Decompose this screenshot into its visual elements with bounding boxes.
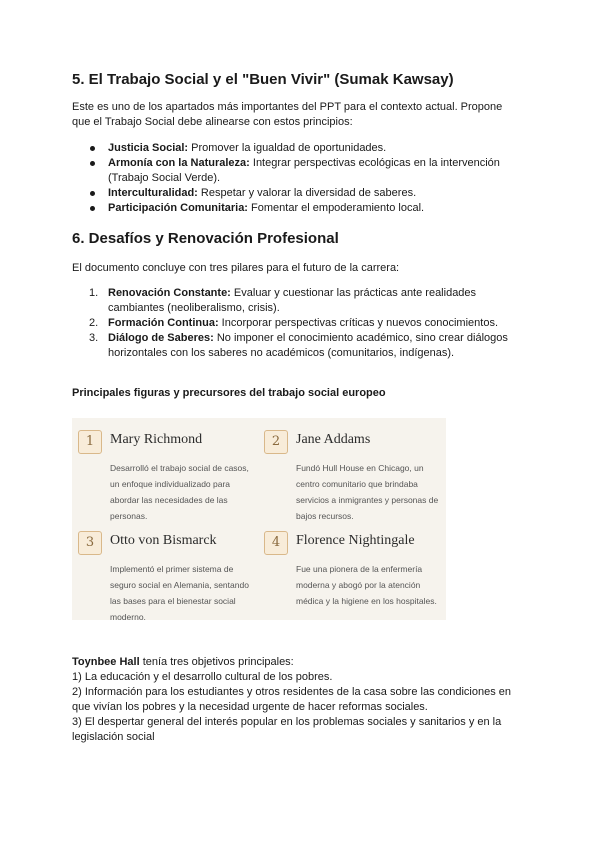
number-badge: 2 — [264, 430, 288, 454]
figure-description: Implementó el primer sistema de seguro social en Alemania, sentando las bases para el bienestar social moderno. — [110, 564, 249, 622]
list-item: 1. Renovación Constante: Evaluar y cuestionar las prácticas ante realidades cambiantes (neoliberalismo, crisis). — [89, 287, 477, 314]
list-item: 3. Diálogo de Saberes: No imponer el conocimiento académico, sino crear diálogos horizontales con los saberes no académicos (comunitarios, indígenas). — [89, 332, 508, 359]
section-6-intro: El documento concluye con tres pilares para el futuro de la carrera: — [72, 262, 400, 274]
figure-description: Fue una pionera de la enfermería moderna y abogó por la atención médica y la higiene en los hospitales. — [296, 564, 437, 606]
section-6-heading: 6. Desafíos y Renovación Profesional — [72, 230, 339, 247]
figure-description: Desarrolló el trabajo social de casos, un enfoque individualizado para abordar las necesidades de las personas. — [110, 463, 249, 521]
section-5-intro: Este es uno de los apartados más importantes del PPT para el contexto actual. Propone que el Trabajo Social debe alinearse con estos principios: — [72, 101, 503, 128]
list-item: Armonía con la Naturaleza: Integrar perspectivas ecológicas en la intervención (Trabajo Social Verde). — [72, 156, 512, 186]
figure-name: Mary Richmond — [110, 432, 203, 447]
list-item: Justicia Social: Promover la igualdad de oportunidades. — [72, 141, 512, 156]
list-item: 2. Formación Continua: Incorporar perspectivas críticas y nuevos conocimientos. — [89, 317, 499, 329]
pillars-list — [72, 286, 512, 361]
number-badge: 1 — [78, 430, 102, 454]
figure-name: Florence Nightingale — [296, 533, 415, 548]
list-item: Participación Comunitaria: Fomentar el empoderamiento local. — [72, 201, 512, 216]
toynbee-paragraph — [72, 655, 522, 745]
number-badge: 4 — [264, 531, 288, 555]
figure-description: Fundó Hull House en Chicago, un centro comunitario que brindaba servicios a inmigrantes y personas de bajos recursos. — [296, 463, 439, 521]
figures-image — [72, 418, 446, 620]
section-5-heading: 5. El Trabajo Social y el "Buen Vivir" (Sumak Kawsay) — [72, 71, 454, 88]
toynbee-objective: 1) La educación y el desarrollo cultural de los pobres. — [72, 671, 333, 683]
toynbee-objective: 2) Información para los estudiantes y otros residentes de la casa sobre las condiciones en que vivían los pobres y la necesidad urgente de hacer reformas sociales. — [72, 686, 512, 713]
figure-name: Otto von Bismarck — [110, 533, 217, 548]
figures-title: Principales figuras y precursores del trabajo social europeo — [72, 387, 386, 399]
figure-name: Jane Addams — [296, 432, 371, 447]
toynbee-objective: 3) El despertar general del interés popular en los problemas sociales y sanitarios y en la legislación social — [72, 716, 502, 743]
list-item: Interculturalidad: Respetar y valorar la diversidad de saberes. — [72, 186, 512, 201]
principles-list — [72, 141, 512, 216]
toynbee-lead: Toynbee Hall tenía tres objetivos principales: — [72, 656, 294, 668]
number-badge: 3 — [78, 531, 102, 555]
